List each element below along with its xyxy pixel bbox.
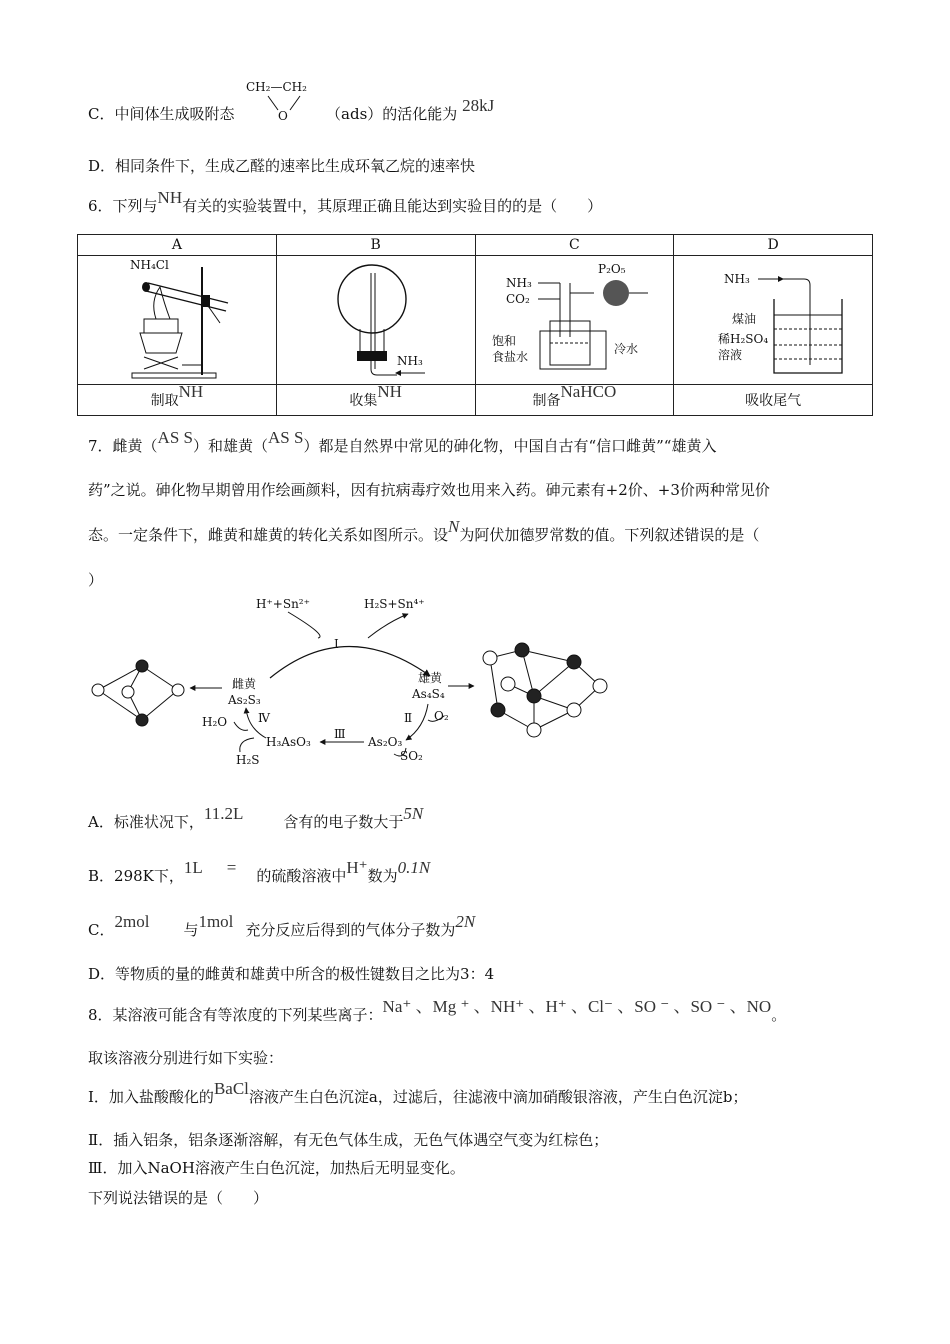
q7-line-4: ）: [88, 571, 104, 589]
svg-text:As₄S₄: As₄S₄: [412, 687, 445, 701]
svg-text:Ⅲ: Ⅲ: [334, 727, 346, 741]
epoxide-structure: [238, 76, 338, 124]
apparatus-b-figure: [277, 257, 473, 383]
apparatus-c-figure: [476, 257, 672, 383]
svg-text:NH₃: NH₃: [724, 272, 751, 286]
apparatus-d-figure: [674, 257, 870, 383]
apparatus-d: [674, 256, 873, 385]
svg-text:SO₂: SO₂: [400, 749, 423, 763]
epoxide-oxygen: O: [278, 109, 288, 123]
apparatus-a-figure: [78, 257, 274, 383]
as4s4-structure: [483, 643, 607, 737]
svg-text:NH₄Cl: NH₄Cl: [130, 258, 169, 272]
q5-option-c: C．中间体生成吸附态 （ads）的活化能为 28kJ: [88, 96, 495, 123]
svg-text:H₂S+Sn⁴⁺: H₂S+Sn⁴⁺: [364, 597, 425, 611]
caption-a: 制取NH: [78, 385, 277, 416]
q7-line-2: 药”之说。砷化物早期曾用作绘画颜料，因有抗病毒疗效也用来入药。砷元素有+2价、+3价两种常见价: [88, 481, 770, 499]
svg-text:食盐水: 食盐水: [491, 350, 528, 364]
svg-text:煤油: 煤油: [732, 312, 757, 326]
svg-text:As₂S₃: As₂S₃: [228, 693, 261, 707]
q7-option-b: B．298K下，1L = 的硫酸溶液中H⁺数为0.1N: [88, 858, 431, 885]
apparatus-a: [78, 256, 277, 385]
header-b: B: [276, 235, 475, 256]
svg-text:O₂: O₂: [434, 709, 449, 723]
svg-text:As₂O₃: As₂O₃: [368, 735, 403, 749]
svg-text:雄黄: 雄黄: [418, 671, 443, 685]
q7-option-a: A．标准状况下，11.2L 含有的电子数大于5N: [88, 804, 424, 831]
as2s3-structure: [92, 660, 184, 726]
header-d: D: [674, 235, 873, 256]
q7-line-1: 7．雌黄（AS S）和雄黄（AS S）都是自然界中常见的砷化物，中国自古有“信口雌黄”“雄黄入: [88, 428, 717, 455]
svg-text:NH₃: NH₃: [396, 354, 423, 368]
q8-experiment-2: Ⅱ．插入铝条，铝条逐渐溶解，有无色气体生成，无色气体遇空气变为红棕色；: [88, 1131, 609, 1149]
apparatus-c: [475, 256, 674, 385]
svg-text:Ⅰ: Ⅰ: [334, 637, 339, 651]
caption-b: 收集NH: [276, 385, 475, 416]
svg-text:P₂O₅: P₂O₅: [597, 262, 626, 276]
caption-c: 制备NaHCO: [475, 385, 674, 416]
q6-apparatus-table: [77, 234, 873, 416]
q5-option-d: D．相同条件下，生成乙醛的速率比生成环氧乙烷的速率快: [88, 157, 476, 175]
svg-text:Ⅱ: Ⅱ: [404, 711, 413, 725]
svg-text:H₃AsO₃: H₃AsO₃: [266, 735, 311, 749]
svg-text:H₂S: H₂S: [236, 753, 260, 767]
caption-d: 吸收尾气: [674, 385, 873, 416]
q5-activation-energy: 28kJ: [462, 96, 495, 115]
svg-text:H⁺+Sn²⁺: H⁺+Sn²⁺: [256, 597, 310, 611]
q7-option-d: D．等物质的量的雌黄和雄黄中所含的极性键数目之比为3：4: [88, 965, 495, 983]
header-c: C: [475, 235, 674, 256]
svg-text:溶液: 溶液: [718, 348, 743, 362]
svg-text:H₂O: H₂O: [202, 715, 228, 729]
svg-text:饱和: 饱和: [491, 334, 516, 348]
epoxide-ch2-ch2: CH₂—CH₂: [246, 80, 307, 94]
q6-stem: 6．下列与NH有关的实验装置中，其原理正确且能达到实验目的的是（ ）: [88, 188, 603, 215]
q8-stem: 8．某溶液可能含有等浓度的下列某些离子：Na⁺ 、Mg ⁺ 、NH⁺ 、H⁺ 、Cl⁻ 、SO ⁻ 、SO ⁻ 、NO。: [88, 997, 787, 1024]
apparatus-b: [276, 256, 475, 385]
q7-line-3: 态。一定条件下，雌黄和雄黄的转化关系如图所示。设N为阿伏加德罗常数的值。下列叙述错误的是（: [88, 517, 760, 544]
q8-ion-list: Na⁺ 、Mg ⁺ 、NH⁺ 、H⁺ 、Cl⁻ 、SO ⁻ 、SO ⁻ 、NO: [382, 997, 772, 1016]
svg-text:冷水: 冷水: [613, 342, 638, 356]
svg-text:CO₂: CO₂: [505, 292, 530, 306]
q8-experiment-1: Ⅰ．加入盐酸酸化的BaCl溶液产生白色沉淀a，过滤后，往滤液中滴加硝酸银溶液，产生白色沉淀b；: [88, 1079, 748, 1106]
q8-experiment-3: Ⅲ．加入NaOH溶液产生白色沉淀，加热后无明显变化。: [88, 1159, 465, 1177]
q8-line-2: 取该溶液分别进行如下实验：: [88, 1049, 284, 1067]
svg-text:NH₃: NH₃: [505, 276, 532, 290]
svg-text:Ⅳ: Ⅳ: [258, 711, 270, 725]
svg-text:雌黄: 雌黄: [232, 677, 257, 691]
header-a: A: [78, 235, 277, 256]
q8-question: 下列说法错误的是（ ）: [88, 1189, 269, 1207]
q7-option-c: C．2mol 与1mol 充分反应后得到的气体分子数为2N: [88, 912, 476, 939]
arsenic-conversion-diagram: [88, 592, 628, 772]
svg-text:稀H₂SO₄: 稀H₂SO₄: [718, 332, 769, 346]
